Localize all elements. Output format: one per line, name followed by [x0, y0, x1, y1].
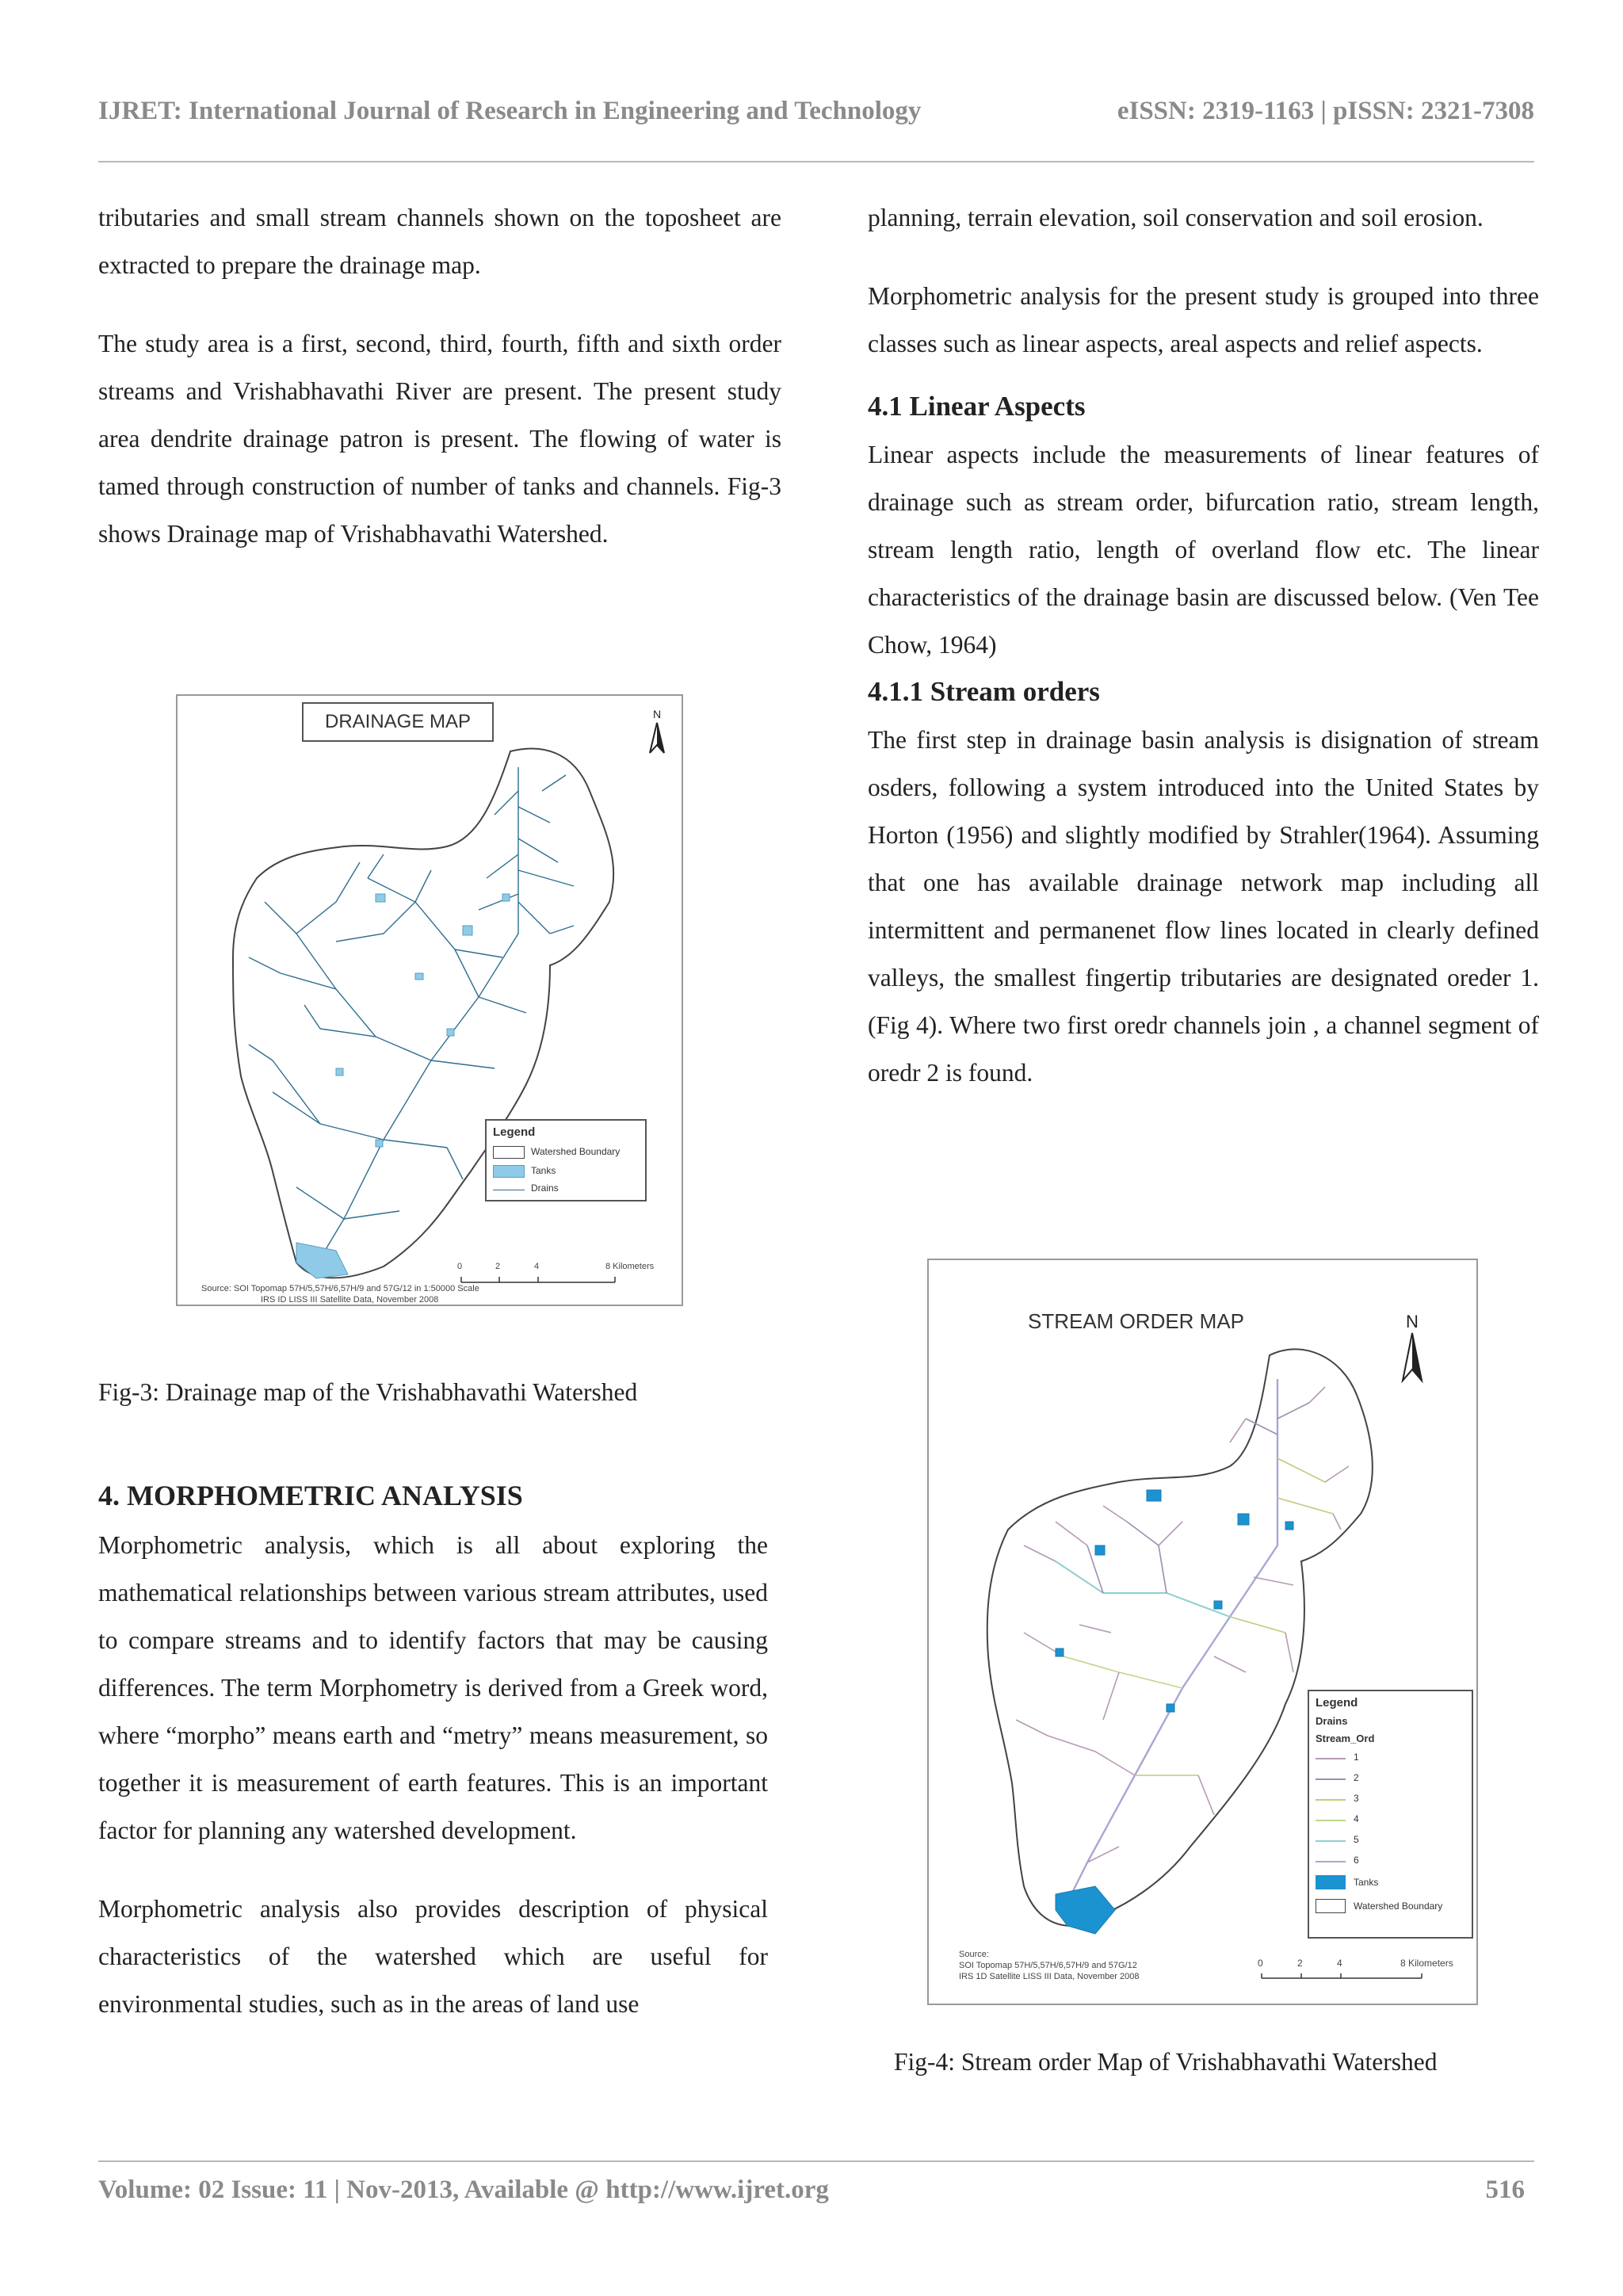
right-column-top: [868, 194, 1539, 1128]
left-paragraph-2: The study area is a first, second, third, fourth, fifth and sixth order streams and Vrishabhavathi River are present. The present study area dendrite drainage patron is present. The flowing of water is tamed through construction of number of tanks and channels. Fig-3 shows Drainage map of Vrishabhavathi Watershed.: [98, 330, 781, 548]
figure-drainage-map: [176, 694, 683, 1306]
stream-source-1: Source:: [959, 1950, 989, 1959]
tank-swatch: [493, 1165, 525, 1178]
order-6-label: 6: [1354, 1855, 1359, 1866]
drainage-source-1: Source: SOI Topomap 57H/5,57H/6,57H/9 and 57G/12 in 1:50000 Scale: [201, 1284, 479, 1293]
page-footer: [98, 2176, 1525, 2215]
stream-scale-label-8: 8 Kilometers: [1400, 1958, 1453, 1969]
drainage-map-graphic: [178, 696, 685, 1308]
header-rule: [98, 161, 1534, 162]
stream-legend-drains: Drains: [1316, 1715, 1348, 1727]
order-5-label: 5: [1354, 1834, 1359, 1845]
drainage-map-legend: [485, 1119, 647, 1201]
order-2-label: 2: [1354, 1772, 1359, 1783]
scale-label-8: 8 Kilometers: [605, 1262, 655, 1271]
order-1-label: 1: [1354, 1752, 1359, 1763]
page-number: 516: [1485, 2176, 1525, 2204]
stream-scale-label-0: 0: [1258, 1958, 1263, 1969]
journal-title: IJRET: International Journal of Research in Engineering and Technology: [98, 97, 922, 125]
scale-bar: [461, 1277, 615, 1282]
legend-drains: Drains: [531, 1182, 559, 1194]
order-5-swatch: [1316, 1840, 1346, 1842]
heading-4-1-1: 4.1.1 Stream orders: [868, 676, 1100, 707]
drainage-source-2: IRS ID LISS III Satellite Data, November 2008: [261, 1295, 439, 1305]
journal-issn: eISSN: 2319-1163 | pISSN: 2321-7308: [1117, 97, 1534, 125]
stream-source-3: IRS 1D Satellite LISS III Data, November 2008: [959, 1972, 1140, 1981]
scale-label-2: 2: [495, 1262, 501, 1271]
right-paragraph-1: planning, terrain elevation, soil conservation and soil erosion.: [868, 204, 1484, 231]
boundary-swatch: [493, 1146, 525, 1159]
stream-legend-tanks: Tanks: [1354, 1877, 1379, 1888]
stream-legend-stream-ord: Stream_Ord: [1316, 1733, 1375, 1744]
stream-scale-label-4: 4: [1337, 1958, 1342, 1969]
left-column-bottom: [98, 1476, 768, 2059]
stream-scale-label-2: 2: [1297, 1958, 1303, 1969]
stream-tank-swatch: [1316, 1875, 1346, 1889]
drainage-map-title: DRAINAGE MAP: [302, 702, 494, 742]
north-label: N: [652, 708, 662, 720]
right-paragraph-2: Morphometric analysis for the present study is grouped into three classes such as linear aspects, areal aspects and relief aspects.: [868, 282, 1539, 357]
legend-boundary: Watershed Boundary: [531, 1146, 621, 1157]
right-paragraph-3: Linear aspects include the measurements of linear features of drainage such as stream order, bifurcation ratio, stream length, stream length ratio, length of overland flow etc. The linear characteristics of the drainage basin are discussed below. (Ven Tee Chow, 1964): [868, 441, 1539, 659]
figure-stream-order-map: [927, 1259, 1478, 2005]
north-arrow: [650, 708, 664, 753]
order-1-swatch: [1316, 1758, 1346, 1759]
page-header: [98, 97, 1534, 136]
stream-legend-boundary: Watershed Boundary: [1354, 1901, 1443, 1912]
left-paragraph-4: Morphometric analysis also provides description of physical characteristics of the watershed which are useful for environmental studies, such as in the areas of land use: [98, 1895, 768, 2018]
stream-order-map-title: STREAM ORDER MAP: [1028, 1309, 1245, 1333]
heading-4-1: 4.1 Linear Aspects: [868, 391, 1086, 422]
right-paragraph-4: The first step in drainage basin analysis is disignation of stream osders, following a system introduced into the United States by Horton (1956) and slightly modified by Strahler(1964). Assuming that one has available drainage network map including all intermittent and permanenet flow lines located in clearly defined valleys, the smallest fingertip tributaries are designated oreder 1. (Fig 4). Where two first oredr channels join , a channel segment of oredr 2 is found.: [868, 726, 1539, 1087]
order-4-label: 4: [1354, 1813, 1359, 1824]
fig3-caption: Fig-3: Drainage map of the Vrishabhavathi Watershed: [98, 1378, 638, 1406]
stream-source-2: SOI Topomap 57H/5,57H/6,57H/9 and 57G/12: [959, 1961, 1137, 1970]
order-4-swatch: [1316, 1820, 1346, 1821]
order-3-swatch: [1316, 1799, 1346, 1801]
scale-label-0: 0: [457, 1262, 463, 1271]
legend-tanks: Tanks: [531, 1165, 556, 1176]
section-4-heading: 4. MORPHOMETRIC ANALYSIS: [98, 1480, 523, 1511]
left-paragraph-1: tributaries and small stream channels shown on the toposheet are extracted to prepare the drainage map.: [98, 204, 781, 279]
stream-boundary-swatch: [1316, 1899, 1346, 1913]
stream-legend-title: Legend: [1316, 1696, 1358, 1710]
stream-scale-bar: [1262, 1973, 1422, 1978]
scale-label-4: 4: [534, 1262, 540, 1271]
legend-title: Legend: [493, 1125, 536, 1139]
footer-rule: [98, 2160, 1534, 2162]
stream-order-legend: [1308, 1690, 1473, 1939]
left-paragraph-3: Morphometric analysis, which is all about exploring the mathematical relationships between various stream attributes, used to compare streams and to identify factors that may be causing differences. The term Morphometry is derived from a Greek word, where “morpho” means earth and “metry” means measurement, so together it is measurement of earth features. This is an important factor for planning any watershed development.: [98, 1531, 768, 1844]
footer-volume: Volume: 02 Issue: 11 | Nov-2013, Available @ http://www.ijret.org: [98, 2176, 829, 2204]
order-6-swatch: [1316, 1861, 1346, 1862]
stream-north-label: N: [1406, 1312, 1419, 1331]
stream-north-arrow: [1403, 1312, 1422, 1381]
order-2-swatch: [1316, 1778, 1346, 1780]
left-column-top: [98, 194, 781, 589]
fig4-caption: Fig-4: Stream order Map of Vrishabhavathi Watershed: [894, 2048, 1438, 2076]
order-3-label: 3: [1354, 1793, 1359, 1804]
